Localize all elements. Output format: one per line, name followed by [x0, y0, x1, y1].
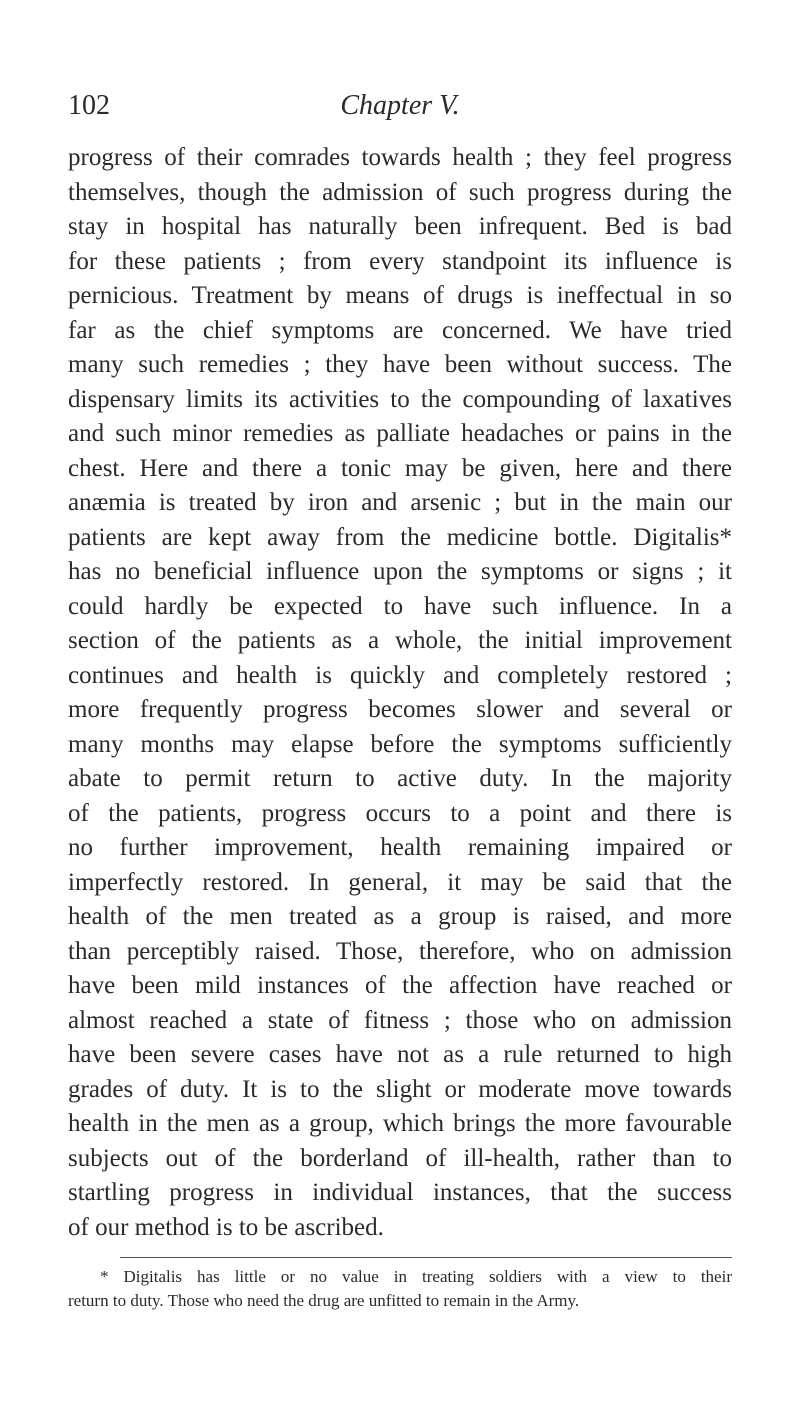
- text-line: health of the men treated as a group is raised, and more: [68, 903, 732, 930]
- text-line: abate to permit return to active duty. In the majority: [68, 765, 732, 792]
- body-paragraph: [68, 141, 732, 1245]
- text-line: could hardly be expected to have such influence. In a: [68, 592, 732, 620]
- text-line: has no beneficial influence upon the symptoms or signs ; it: [68, 558, 732, 585]
- text-line: for these patients ; from every standpoint its influence is: [68, 247, 732, 275]
- footnote: [68, 1265, 732, 1313]
- text-line: pernicious. Treatment by means of drugs is ineffectual in so: [68, 282, 732, 309]
- text-line: section of the patients as a whole, the initial improvement: [68, 627, 732, 654]
- text-line: no further improvement, health remaining impaired or: [68, 834, 732, 861]
- text-line: subjects out of the borderland of ill-health, rather than to: [68, 1144, 732, 1172]
- text-line: startling progress in individual instances, that the success: [68, 1179, 732, 1206]
- footnote-line: * Digitalis has little or no value in treating soldiers with a view to their: [100, 1267, 732, 1286]
- text-line: far as the chief symptoms are concerned. We have tried: [68, 316, 732, 344]
- text-line: themselves, though the admission of such progress during the: [68, 178, 732, 206]
- text-line: continues and health is quickly and completely restored ;: [68, 661, 732, 689]
- running-head: [68, 86, 732, 126]
- text-line: stay in hospital has naturally been infrequent. Bed is bad: [68, 213, 732, 240]
- text-line: chest. Here and there a tonic may be given, here and there: [68, 454, 732, 482]
- text-line: almost reached a state of fitness ; those who on admission: [68, 1006, 732, 1034]
- footnote-line: return to duty. Those who need the drug are unfitted to remain in the Army.: [68, 1291, 580, 1310]
- text-line: imperfectly restored. In general, it may be said that the: [68, 868, 732, 896]
- text-line: many months may elapse before the symptoms sufficiently: [68, 730, 732, 758]
- footnote-rule: [120, 1257, 732, 1258]
- text-line: progress of their comrades towards health ; they feel progress: [68, 144, 732, 171]
- text-line: than perceptibly raised. Those, therefore, who on admission: [68, 937, 732, 965]
- chapter-title: Chapter V.: [340, 90, 460, 121]
- page-number: 102: [68, 90, 110, 121]
- text-line: have been severe cases have not as a rule returned to high: [68, 1041, 732, 1068]
- text-line: many such remedies ; they have been without success. The: [68, 351, 732, 378]
- text-line: health in the men as a group, which brings the more favourable: [68, 1110, 732, 1137]
- text-line: more frequently progress becomes slower and several or: [68, 696, 732, 723]
- text-line: and such minor remedies as palliate headaches or pains in the: [68, 420, 732, 447]
- text-line: have been mild instances of the affection have reached or: [68, 972, 732, 999]
- text-line: of our method is to be ascribed.: [68, 1213, 384, 1241]
- text-line: dispensary limits its activities to the compounding of laxatives: [68, 385, 732, 413]
- text-line: of the patients, progress occurs to a point and there is: [68, 799, 732, 827]
- text-line: anæmia is treated by iron and arsenic ; but in the main our: [68, 489, 732, 516]
- text-line: grades of duty. It is to the slight or moderate move towards: [68, 1075, 732, 1103]
- text-line: patients are kept away from the medicine bottle. Digitalis*: [68, 523, 732, 551]
